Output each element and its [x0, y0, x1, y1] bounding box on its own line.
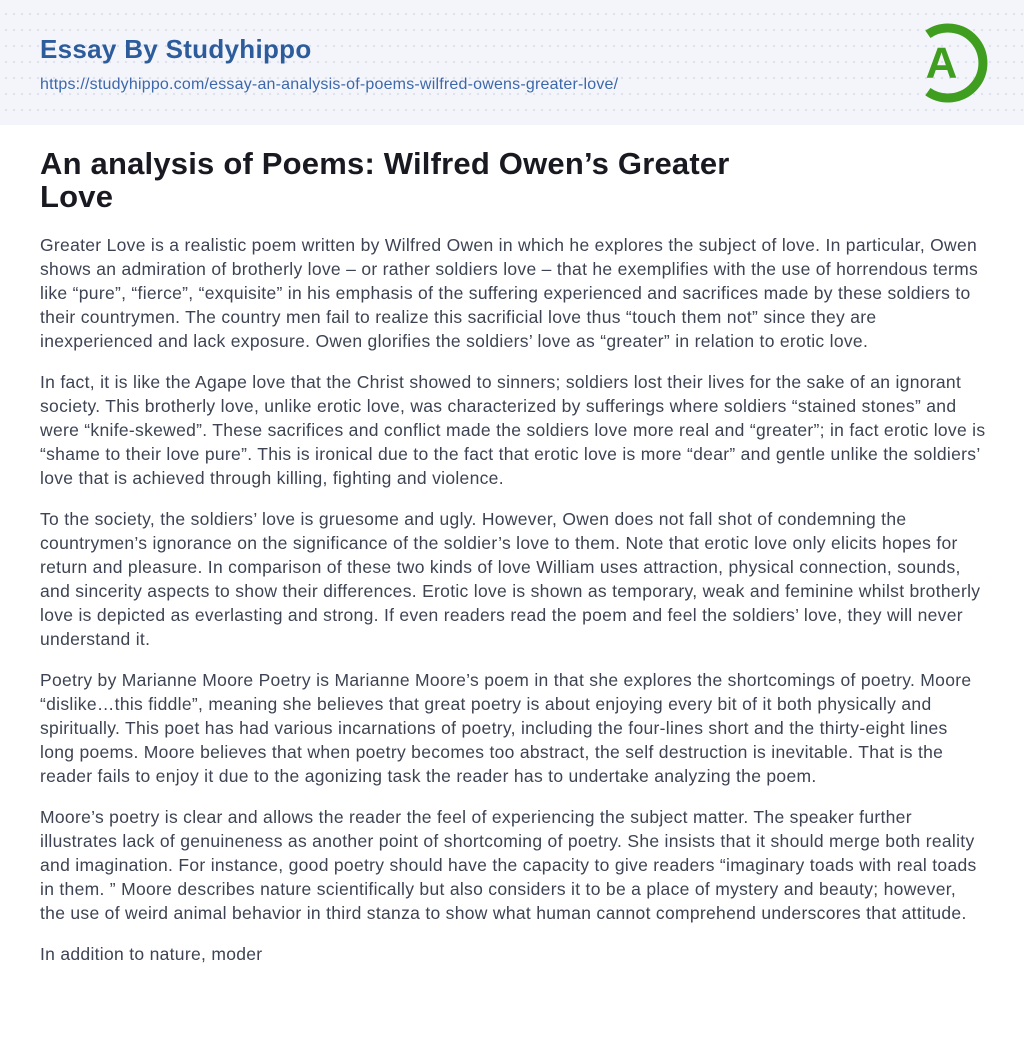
- page-url-link[interactable]: https://studyhippo.com/essay-an-analysis-of-poems-wilfred-owens-greater-love/: [40, 76, 619, 94]
- header-text-block: [40, 31, 618, 95]
- site-title: Essay By Studyhippo: [40, 33, 312, 64]
- paragraph: Moore’s poetry is clear and allows the reader the feel of experiencing the subject matter. The speaker further illustrates lack of genuineness as another point of shortcoming of poetry. She insists that it should merge both reality and imagination. For instance, good poetry should have the capacity to give readers “imaginary toads with real toads in them. ” Moore describes nature scientifically but also considers it to be a place of mystery and beauty; however, the use of weird animal behavior in third stanza to show what human cannot comprehend underscores that attitude.: [40, 807, 977, 923]
- paragraph: In addition to nature, moder: [40, 944, 263, 964]
- paragraph: Poetry by Marianne Moore Poetry is Marianne Moore’s poem in that she explores the shortcomings of poetry. Moore “dislike…this fiddle”, meaning she believes that great poetry is about enjoying every bit of it both physically and spiritually. This poet has had various incarnations of poetry, including the four-lines short and the thirty-eight lines long poems. Moore believes that when poetry becomes too abstract, the self destruction is inevitable. That is the reader fails to enjoy it due to the agonizing task the reader has to undertake analyzing the poem.: [40, 670, 972, 786]
- page-title: [40, 147, 986, 213]
- article-body: [40, 233, 986, 966]
- paragraph: To the society, the soldiers’ love is gruesome and ugly. However, Owen does not fall shot of condemning the countrymen’s ignorance on the significance of the soldier’s love to them. Note that erotic love only elicits hopes for return and pleasure. In comparison of these two kinds of love William uses attraction, physical connection, sounds, and sincerity aspects to show their differences. Erotic love is shown as temporary, weak and feminine whilst brotherly love is depicted as everlasting and strong. If even readers read the poem and feel the soldiers’ love, they will never understand it.: [40, 509, 981, 649]
- page-title-line-2: Love: [40, 179, 114, 214]
- article-content: [0, 125, 1024, 966]
- logo-letter: A: [925, 38, 958, 87]
- page-header: [0, 0, 1024, 125]
- paragraph: In fact, it is like the Agape love that the Christ showed to sinners; soldiers lost their lives for the sake of an ignorant society. This brotherly love, unlike erotic love, was characterized by sufferings where soldiers “stained stones” and were “knife-skewed”. These sacrifices and conflict made the soldiers love more real and “greater”; in fact erotic love is “shame to their love pure”. This is ironical due to the fact that erotic love is more “dear” and gentle unlike the soldiers’ love that is achieved through killing, fighting and violence.: [40, 372, 986, 488]
- page-title-line-1: An analysis of Poems: Wilfred Owen’s Greater: [40, 146, 730, 181]
- studyhippo-logo: [906, 21, 990, 105]
- paragraph: Greater Love is a realistic poem written by Wilfred Owen in which he explores the subject of love. In particular, Owen shows an admiration of brotherly love – or rather soldiers love – that he exemplifies with the use of horrendous terms like “pure”, “fierce”, “exquisite” in his emphasis of the suffering experienced and sacrifices made by these soldiers to their countrymen. The country men fail to realize this sacrificial love thus “touch them not” since they are inexperienced and lack exposure. Owen glorifies the soldiers’ love as “greater” in relation to erotic love.: [40, 235, 979, 351]
